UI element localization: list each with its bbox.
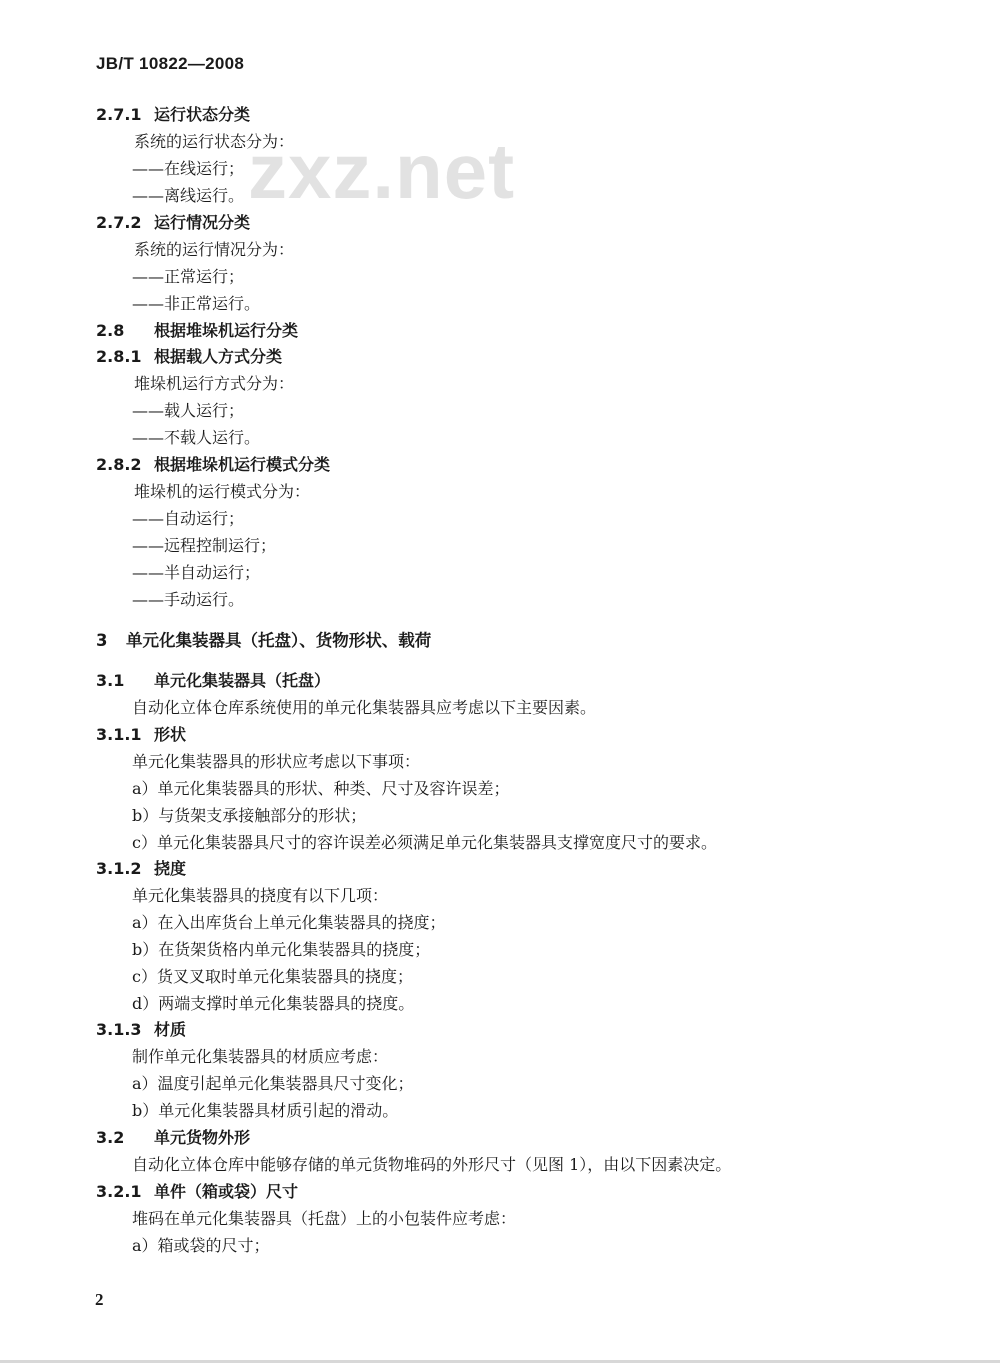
list-item: b）与货架支承接触部分的形状； bbox=[132, 806, 367, 825]
section-heading: 2.7.1 运行状态分类 bbox=[96, 105, 251, 124]
list-item: ——在线运行； bbox=[132, 159, 245, 178]
list-item: b）在货架货格内单元化集装器具的挠度； bbox=[132, 940, 431, 959]
list-item: c）单元化集装器具尺寸的容许误差必须满足单元化集装器具支撑宽度尺寸的要求。 bbox=[132, 833, 717, 852]
list-item: a）单元化集装器具的形状、种类、尺寸及容许误差； bbox=[132, 779, 510, 798]
paragraph: 制作单元化集装器具的材质应考虑： bbox=[132, 1047, 389, 1066]
list-item: ——远程控制运行； bbox=[132, 536, 277, 555]
list-item: a）箱或袋的尺寸； bbox=[132, 1236, 270, 1255]
list-item: ——自动运行； bbox=[132, 509, 245, 528]
section-heading: 3.1.3 材质 bbox=[96, 1020, 187, 1039]
chapter-heading: 3 单元化集装器具（托盘）、货物形状、载荷 bbox=[96, 631, 432, 650]
section-heading: 2.8.2 根据堆垛机运行模式分类 bbox=[96, 455, 331, 474]
paragraph: 堆垛机的运行模式分为： bbox=[134, 482, 311, 501]
paragraph: 堆垛机运行方式分为： bbox=[134, 374, 295, 393]
watermark: zxz.net bbox=[248, 127, 516, 215]
list-item: ——正常运行； bbox=[132, 267, 245, 286]
list-item: ——半自动运行； bbox=[132, 563, 261, 582]
list-item: b）单元化集装器具材质引起的滑动。 bbox=[132, 1101, 399, 1120]
paragraph: 自动化立体仓库中能够存储的单元货物堆码的外形尺寸（见图 1），由以下因素决定。 bbox=[132, 1155, 732, 1174]
standard-number: JB/T 10822—2008 bbox=[96, 54, 245, 73]
section-heading: 2.8.1 根据载人方式分类 bbox=[96, 347, 283, 366]
bottom-rule bbox=[0, 1360, 1000, 1363]
list-item: ——手动运行。 bbox=[132, 590, 245, 609]
list-item: a）温度引起单元化集装器具尺寸变化； bbox=[132, 1074, 414, 1093]
page-number: 2 bbox=[95, 1290, 104, 1309]
list-item: d）两端支撑时单元化集装器具的挠度。 bbox=[132, 994, 415, 1013]
section-heading: 3.2.1 单件（箱或袋）尺寸 bbox=[96, 1182, 299, 1201]
section-heading: 3.1.2 挠度 bbox=[96, 859, 187, 878]
section-heading: 3.1 单元化集装器具（托盘） bbox=[96, 671, 331, 690]
section-heading: 3.2 单元货物外形 bbox=[96, 1128, 251, 1147]
list-item: a）在入出库货台上单元化集装器具的挠度； bbox=[132, 913, 446, 932]
section-heading: 2.8 根据堆垛机运行分类 bbox=[96, 321, 299, 340]
paragraph: 单元化集装器具的形状应考虑以下事项： bbox=[132, 752, 421, 771]
paragraph: 单元化集装器具的挠度有以下几项： bbox=[132, 886, 389, 905]
list-item: ——载人运行； bbox=[132, 401, 245, 420]
paragraph: 自动化立体仓库系统使用的单元化集装器具应考虑以下主要因素。 bbox=[132, 698, 597, 717]
list-item: ——不载人运行。 bbox=[132, 428, 261, 447]
list-item: ——非正常运行。 bbox=[132, 294, 261, 313]
section-heading: 2.7.2 运行情况分类 bbox=[96, 213, 251, 232]
list-item: c）货叉叉取时单元化集装器具的挠度； bbox=[132, 967, 413, 986]
paragraph: 系统的运行状态分为： bbox=[134, 132, 295, 151]
paragraph: 系统的运行情况分为： bbox=[134, 240, 295, 259]
section-heading: 3.1.1 形状 bbox=[96, 725, 187, 744]
paragraph: 堆码在单元化集装器具（托盘）上的小包装件应考虑： bbox=[132, 1209, 517, 1228]
list-item: ——离线运行。 bbox=[132, 186, 245, 205]
